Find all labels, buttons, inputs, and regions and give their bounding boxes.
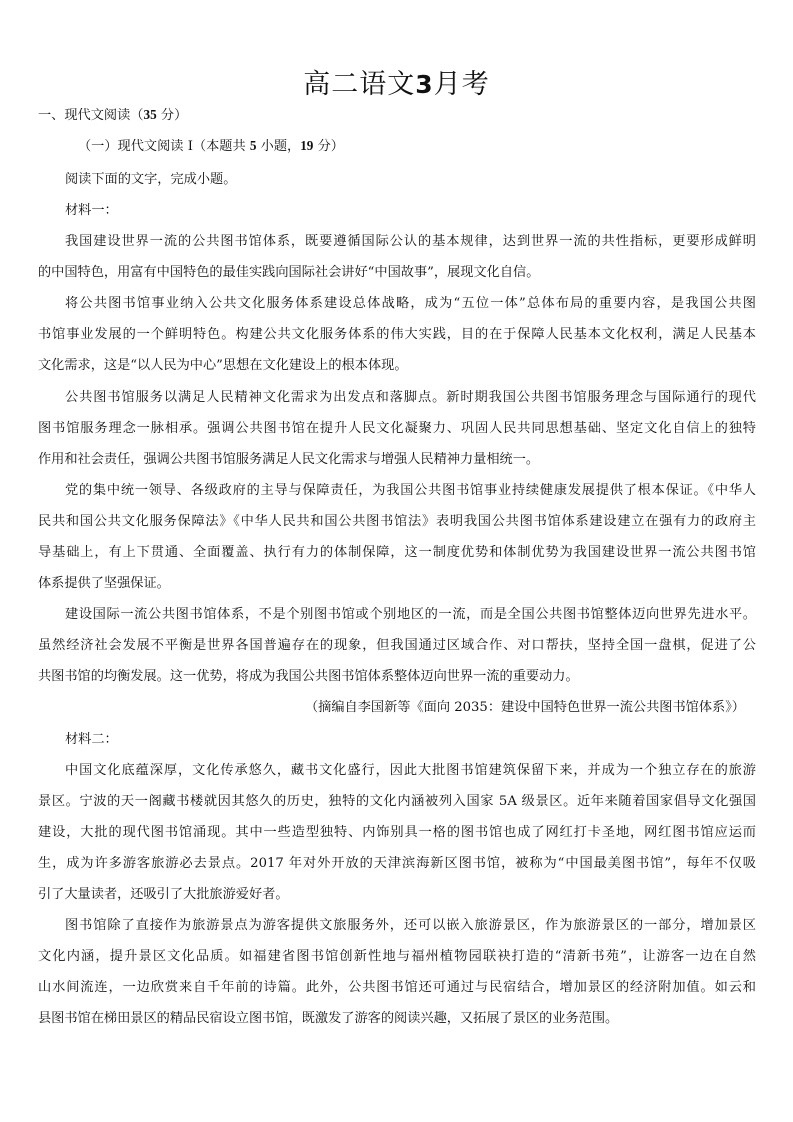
paragraph-line: 将公共图书馆事业纳入公共文化服务体系建设总体战略，成为“五位一体”总体布局的重要内容，是我国公共图 (65, 296, 756, 311)
paragraph-line: 我国建设世界一流的公共图书馆体系，既要遵循国际公认的基本规律，达到世界一流的共性指标，更要形成鲜明 (65, 234, 756, 249)
paragraph-line: 县图书馆在梯田景区的精品民宿设立图书馆，既激发了游客的阅读兴趣，又拓展了景区的业务范围。 (38, 1011, 619, 1026)
paragraph-line: 作用和社会责任，强调公共图书馆服务满足人民文化需求与增强人民精神力量相统一。 (38, 452, 540, 467)
paragraph-line: 文化内涵，提升景区文化品质。如福建省图书馆创新性地与福州植物园联袂打造的“清新书苑”，让游客一边在自然 (38, 949, 756, 964)
paragraph-line: 的中国特色，用富有中国特色的最佳实践向国际社会讲好“中国故事”，展现文化自信。 (38, 265, 540, 280)
paragraph-line: 引了大量读者，还吸引了大批旅游爱好者。 (38, 887, 289, 902)
paragraph-line: 公共图书馆服务以满足人民精神文化需求为出发点和落脚点。新时期我国公共图书馆服务理念与国际通行的现代 (65, 390, 756, 405)
paragraph-line: 建设，大批的现代图书馆涌现。其中一些造型独特、内饰别具一格的图书馆也成了网红打卡圣地，网红图书馆应运而 (38, 825, 756, 840)
paragraph-line: 中国文化底蕴深厚，文化传承悠久，藏书文化盛行，因此大批图书馆建筑保留下来，并成为一个独立存在的旅游 (65, 763, 756, 778)
paragraph-line: 党的集中统一领导、各级政府的主导与保障责任，为我国公共图书馆事业持续健康发展提供了根本保证。《中华人 (65, 483, 756, 498)
instruction-text: 阅读下面的文字，完成小题。 (65, 172, 237, 187)
paragraph-line: 山水间流连，一边欣赏来自千年前的诗篇。此外，公共图书馆还可通过与民宿结合，增加景区的经济附加值。如云和 (38, 980, 756, 995)
paragraph-line: 共图书馆的均衡发展。这一优势，将成为我国公共图书馆体系整体迈向世界一流的重要动力。 (38, 669, 579, 684)
source-citation: （摘编自李国新等《面向 2035：建设中国特色世界一流公共图书馆体系》） (305, 700, 745, 715)
paragraph-line: 图书馆服务理念一脉相承。强调公共图书馆在提升人民文化凝聚力、巩固人民共同思想基础、坚定文化自信上的独特 (38, 421, 756, 436)
paragraph-line: 书馆事业发展的一个鲜明特色。构建公共文化服务体系的伟大实践，目的在于保障人民基本文化权利，满足人民基本 (38, 327, 756, 342)
section-heading: 一、现代文阅读（35 分） (38, 107, 188, 123)
material-label: 材料二： (65, 732, 118, 747)
paragraph-line: 虽然经济社会发展不平衡是世界各国普遍存在的现象，但我国通过区域合作、对口帮扶，坚持全国一盘棋，促进了公 (38, 638, 756, 653)
paragraph-line: 生，成为许多游客旅游必去景点。2017 年对外开放的天津滨海新区图书馆，被称为“中国最美图书馆”，每年不仅吸 (38, 856, 756, 871)
paragraph-line: 导基础上，有上下贯通、全面覆盖、执行有力的体制保障，这一制度优势和体制优势为我国建设世界一流公共图书馆 (38, 545, 756, 560)
paragraph-line: 体系提供了坚强保证。 (38, 576, 170, 591)
page-title: 高二语文3月考 (303, 69, 490, 100)
paragraph-line: 图书馆除了直接作为旅游景点为游客提供文旅服务外，还可以嵌入旅游景区，作为旅游景区的一部分，增加景区 (65, 918, 756, 933)
paragraph-line: 文化需求，这是“以人民为中心”思想在文化建设上的根本体现。 (38, 358, 408, 373)
paragraph-line: 民共和国公共文化服务保障法》《中华人民共和国公共图书馆法》表明我国公共图书馆体系建设建立在强有力的政府主 (38, 514, 756, 529)
material-label: 材料一： (65, 203, 118, 218)
paragraph-line: 建设国际一流公共图书馆体系，不是个别图书馆或个别地区的一流，而是全国公共图书馆整体迈向世界先进水平。 (65, 607, 756, 622)
subsection-heading: （一）现代文阅读 I（本题共 5 小题，19 分） (78, 138, 344, 154)
paragraph-line: 景区。宁波的天一阁藏书楼就因其悠久的历史，独特的文化内涵被列入国家 5A 级景区。近年来随着国家倡导文化强国 (38, 794, 756, 809)
